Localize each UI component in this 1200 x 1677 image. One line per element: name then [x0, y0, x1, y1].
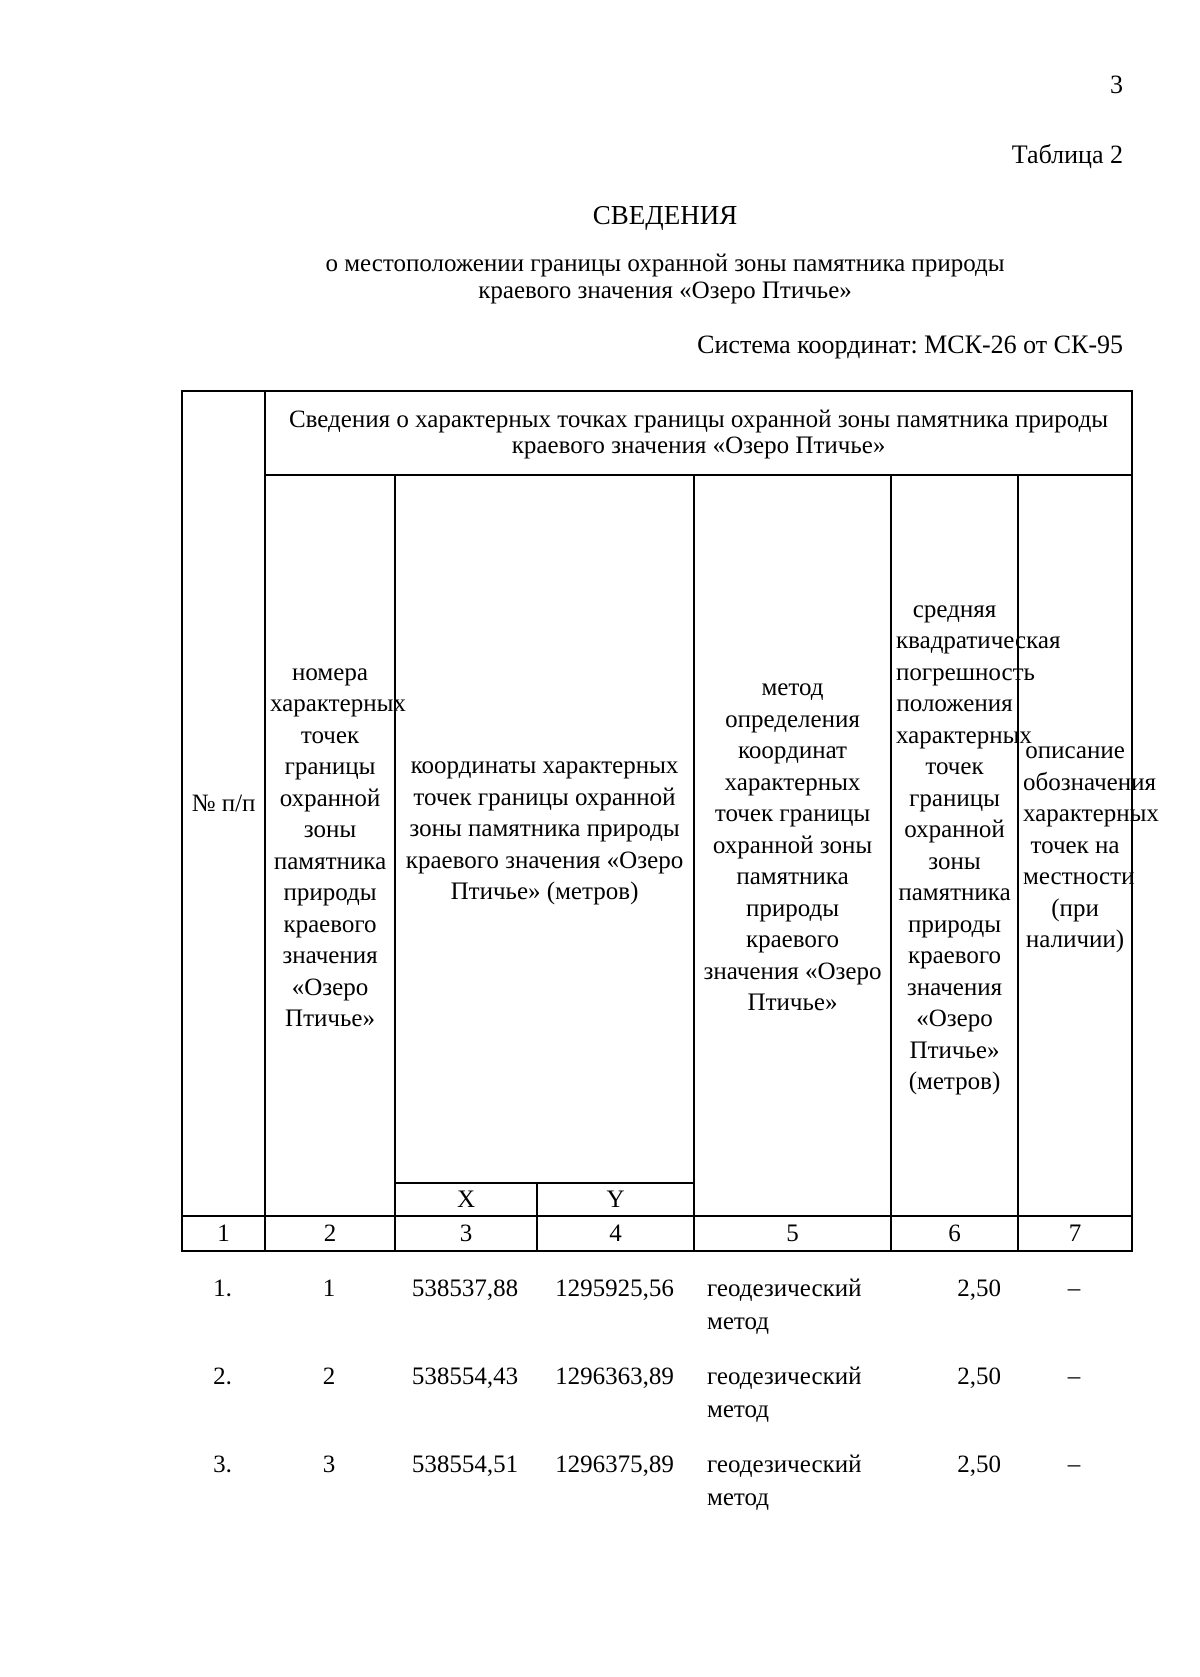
cell-point-number: 2	[322, 1363, 336, 1390]
cell-method: геодезический метод	[707, 1363, 862, 1423]
cell-error: 2,50	[957, 1275, 1001, 1302]
coordinate-system: Система координат: МСК-26 от СК-95	[697, 330, 1123, 359]
coordinates-table-body	[181, 1272, 1131, 1536]
coordinates-table-header	[181, 390, 1159, 1252]
cell-row-number: 3.	[213, 1451, 232, 1478]
column-number: 5	[694, 1216, 891, 1251]
cell-error: 2,50	[957, 1451, 1001, 1478]
header-group: Сведения о характерных точках границы охранной зоны памятника природы краевого значения «Озеро Птичье»	[265, 391, 1132, 475]
cell-x: 538554,43	[411, 1363, 519, 1390]
cell-x: 538537,88	[411, 1275, 519, 1302]
header-x: X	[395, 1183, 537, 1216]
header-description: описание обозначения характерных точек на местности (при наличии)	[1018, 475, 1132, 1216]
table-label: Таблица 2	[1011, 140, 1123, 169]
cell-point-number: 3	[322, 1451, 336, 1478]
column-number: 4	[537, 1216, 694, 1251]
cell-y: 1295925,56	[555, 1275, 674, 1302]
document-subtitle	[0, 250, 1200, 304]
header-point-numbers: номера характерных точек границы охранной зоны памятника природы краевого значения «Озеро Птичье»	[265, 475, 395, 1216]
cell-y: 1296363,89	[555, 1363, 674, 1390]
cell-x: 538554,51	[411, 1451, 519, 1478]
subtitle-line-2: краевого значения «Озеро Птичье»	[478, 277, 852, 304]
cell-description: –	[1067, 1363, 1081, 1390]
subtitle-line-1: о местоположении границы охранной зоны памятника природы	[325, 250, 1005, 277]
table-row	[181, 1272, 1131, 1360]
column-number: 2	[265, 1216, 395, 1251]
header-y: Y	[537, 1183, 694, 1216]
cell-point-number: 1	[322, 1275, 336, 1302]
header-method: метод определения координат характерных точек границы охранной зоны памятника природы краевого значения «Озеро Птичье»	[694, 475, 891, 1216]
cell-row-number: 1.	[213, 1275, 232, 1302]
table-row	[181, 1448, 1131, 1536]
cell-description: –	[1067, 1275, 1081, 1302]
table-row	[181, 1360, 1131, 1448]
header-error: средняя квадратическая погрешность положения характерных точек границы охранной зоны памятника природы краевого значения «Озеро Птичье» (метров)	[891, 475, 1018, 1216]
cell-error: 2,50	[957, 1363, 1001, 1390]
column-number: 3	[395, 1216, 537, 1251]
header-coordinates: координаты характерных точек границы охранной зоны памятника природы краевого значения «Озеро Птичье» (метров)	[395, 475, 694, 1183]
document-title: СВЕДЕНИЯ	[592, 200, 738, 230]
cell-method: геодезический метод	[707, 1451, 862, 1511]
cell-method: геодезический метод	[707, 1275, 862, 1335]
header-row-number: № п/п	[182, 391, 265, 1216]
column-number-row	[182, 1216, 1132, 1251]
cell-y: 1296375,89	[555, 1451, 674, 1478]
column-number: 7	[1018, 1216, 1132, 1251]
cell-description: –	[1067, 1451, 1081, 1478]
cell-row-number: 2.	[213, 1363, 232, 1390]
column-number: 6	[891, 1216, 1018, 1251]
column-number: 1	[182, 1216, 265, 1251]
page-number: 3	[1110, 70, 1123, 99]
